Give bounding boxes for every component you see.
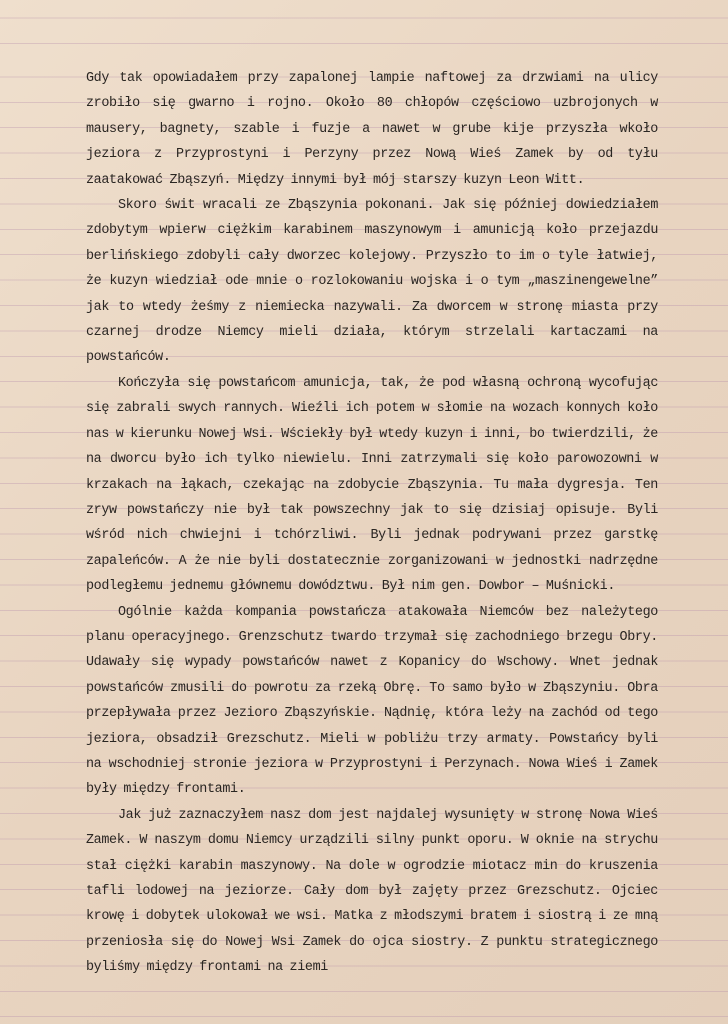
paragraph-1: Gdy tak opowiadałem przy zapalonej lampie naftowej za drzwiami na ulicy zrobiło się gwarno i rojno. Około 80 chłopów częściowo uzbrojonych w mausery, bagnety, szable i fuzje a nawet w grube kije przyszła wkoło jeziora z Przyprostyni i Perzyny przez Nową Wieś Zamek by od tyłu zaatakować Zbąszyń. Między innymi był mój starszy kuzyn Leon Witt. (86, 71, 658, 188)
paragraph-3: Kończyła się powstańcom amunicja, tak, że pod własną ochroną wycofując się zabrali swych rannych. Wieźli ich potem w słomie na wozach konnych koło nas w kierunku Nowej Wsi. Wściekły był wtedy kuzyn i inni, bo twierdzili, że na dworcu było ich tylko niewielu. Inni zatrzymali się koło parowozowni w krzakach na łąkach, czekając na zdobycie Zbąszynia. Tu mała dygresja. Ten zryw powstańczy nie był tak powszechny jak to się dzisiaj opisuje. Byli wśród nich chwiejni i tchórzliwi. Byli jednak podrywani przez garstkę zapaleńców. A że nie byli dostatecznie zorganizowani w jednostki nadrzędne podległemu jednemu głównemu dowództwu. Był nim gen. Dowbor – Muśnicki. (86, 375, 658, 595)
paragraph-2: Skoro świt wracali ze Zbąszynia pokonani. Jak się później dowiedziałem zdobytym wpierw ciężkim karabinem maszynowym i amunicją koło przejazdu berlińskiego zdobyli cały dworzec kolejowy. Przyszło to im o tyle łatwiej, że kuzyn wiedział ode mnie o rozlokowaniu wojska i o tym „maszinengewelne” jak to wtedy żeśmy z niemiecka nazywali. Za dworcem w stronę miasta przy czarnej drodze Niemcy mieli działa, którym strzelali kartaczami na powstańców. (86, 198, 658, 366)
paragraph-4: Ogólnie każda kompania powstańcza atakowała Niemców bez należytego planu operacyjnego. Grenzschutz twardo trzymał się zachodniego brzegu Obry. Udawały się wypady powstańców nawet z Kopanicy do Wschowy. Wnet jednak powstańców zmusili do powrotu za rzeką Obrę. To samo było w Zbąszyniu. Obra przepływała przez Jezioro Zbąszyńskie. Nądnię, która leży na zachód od tego jeziora, obsadził Grezschutz. Mieli w pobliżu trzy armaty. Powstańcy byli na wschodniej stronie jeziora w Przyprostyni i Perzynach. Nowa Wieś i Zamek były między frontami. (86, 604, 658, 798)
paragraph-5: Jak już zaznaczyłem nasz dom jest najdalej wysunięty w stronę Nowa Wieś Zamek. W naszym domu Niemcy urządzili silny punkt oporu. W oknie na strychu stał ciężki karabin maszynowy. Na dole w ogrodzie miotacz min do kruszenia tafli lodowej na jeziorze. Cały dom był zajęty przez Grezschutz. Ojciec krowę i dobytek ulokował we wsi. Matka z młodszymi bratem i siostrą i ze mną przeniosła się do Nowej Wsi Zamek do ojca siostry. Z punktu strategicznego byliśmy między frontami na ziemi (86, 807, 658, 976)
page-text (86, 66, 658, 981)
